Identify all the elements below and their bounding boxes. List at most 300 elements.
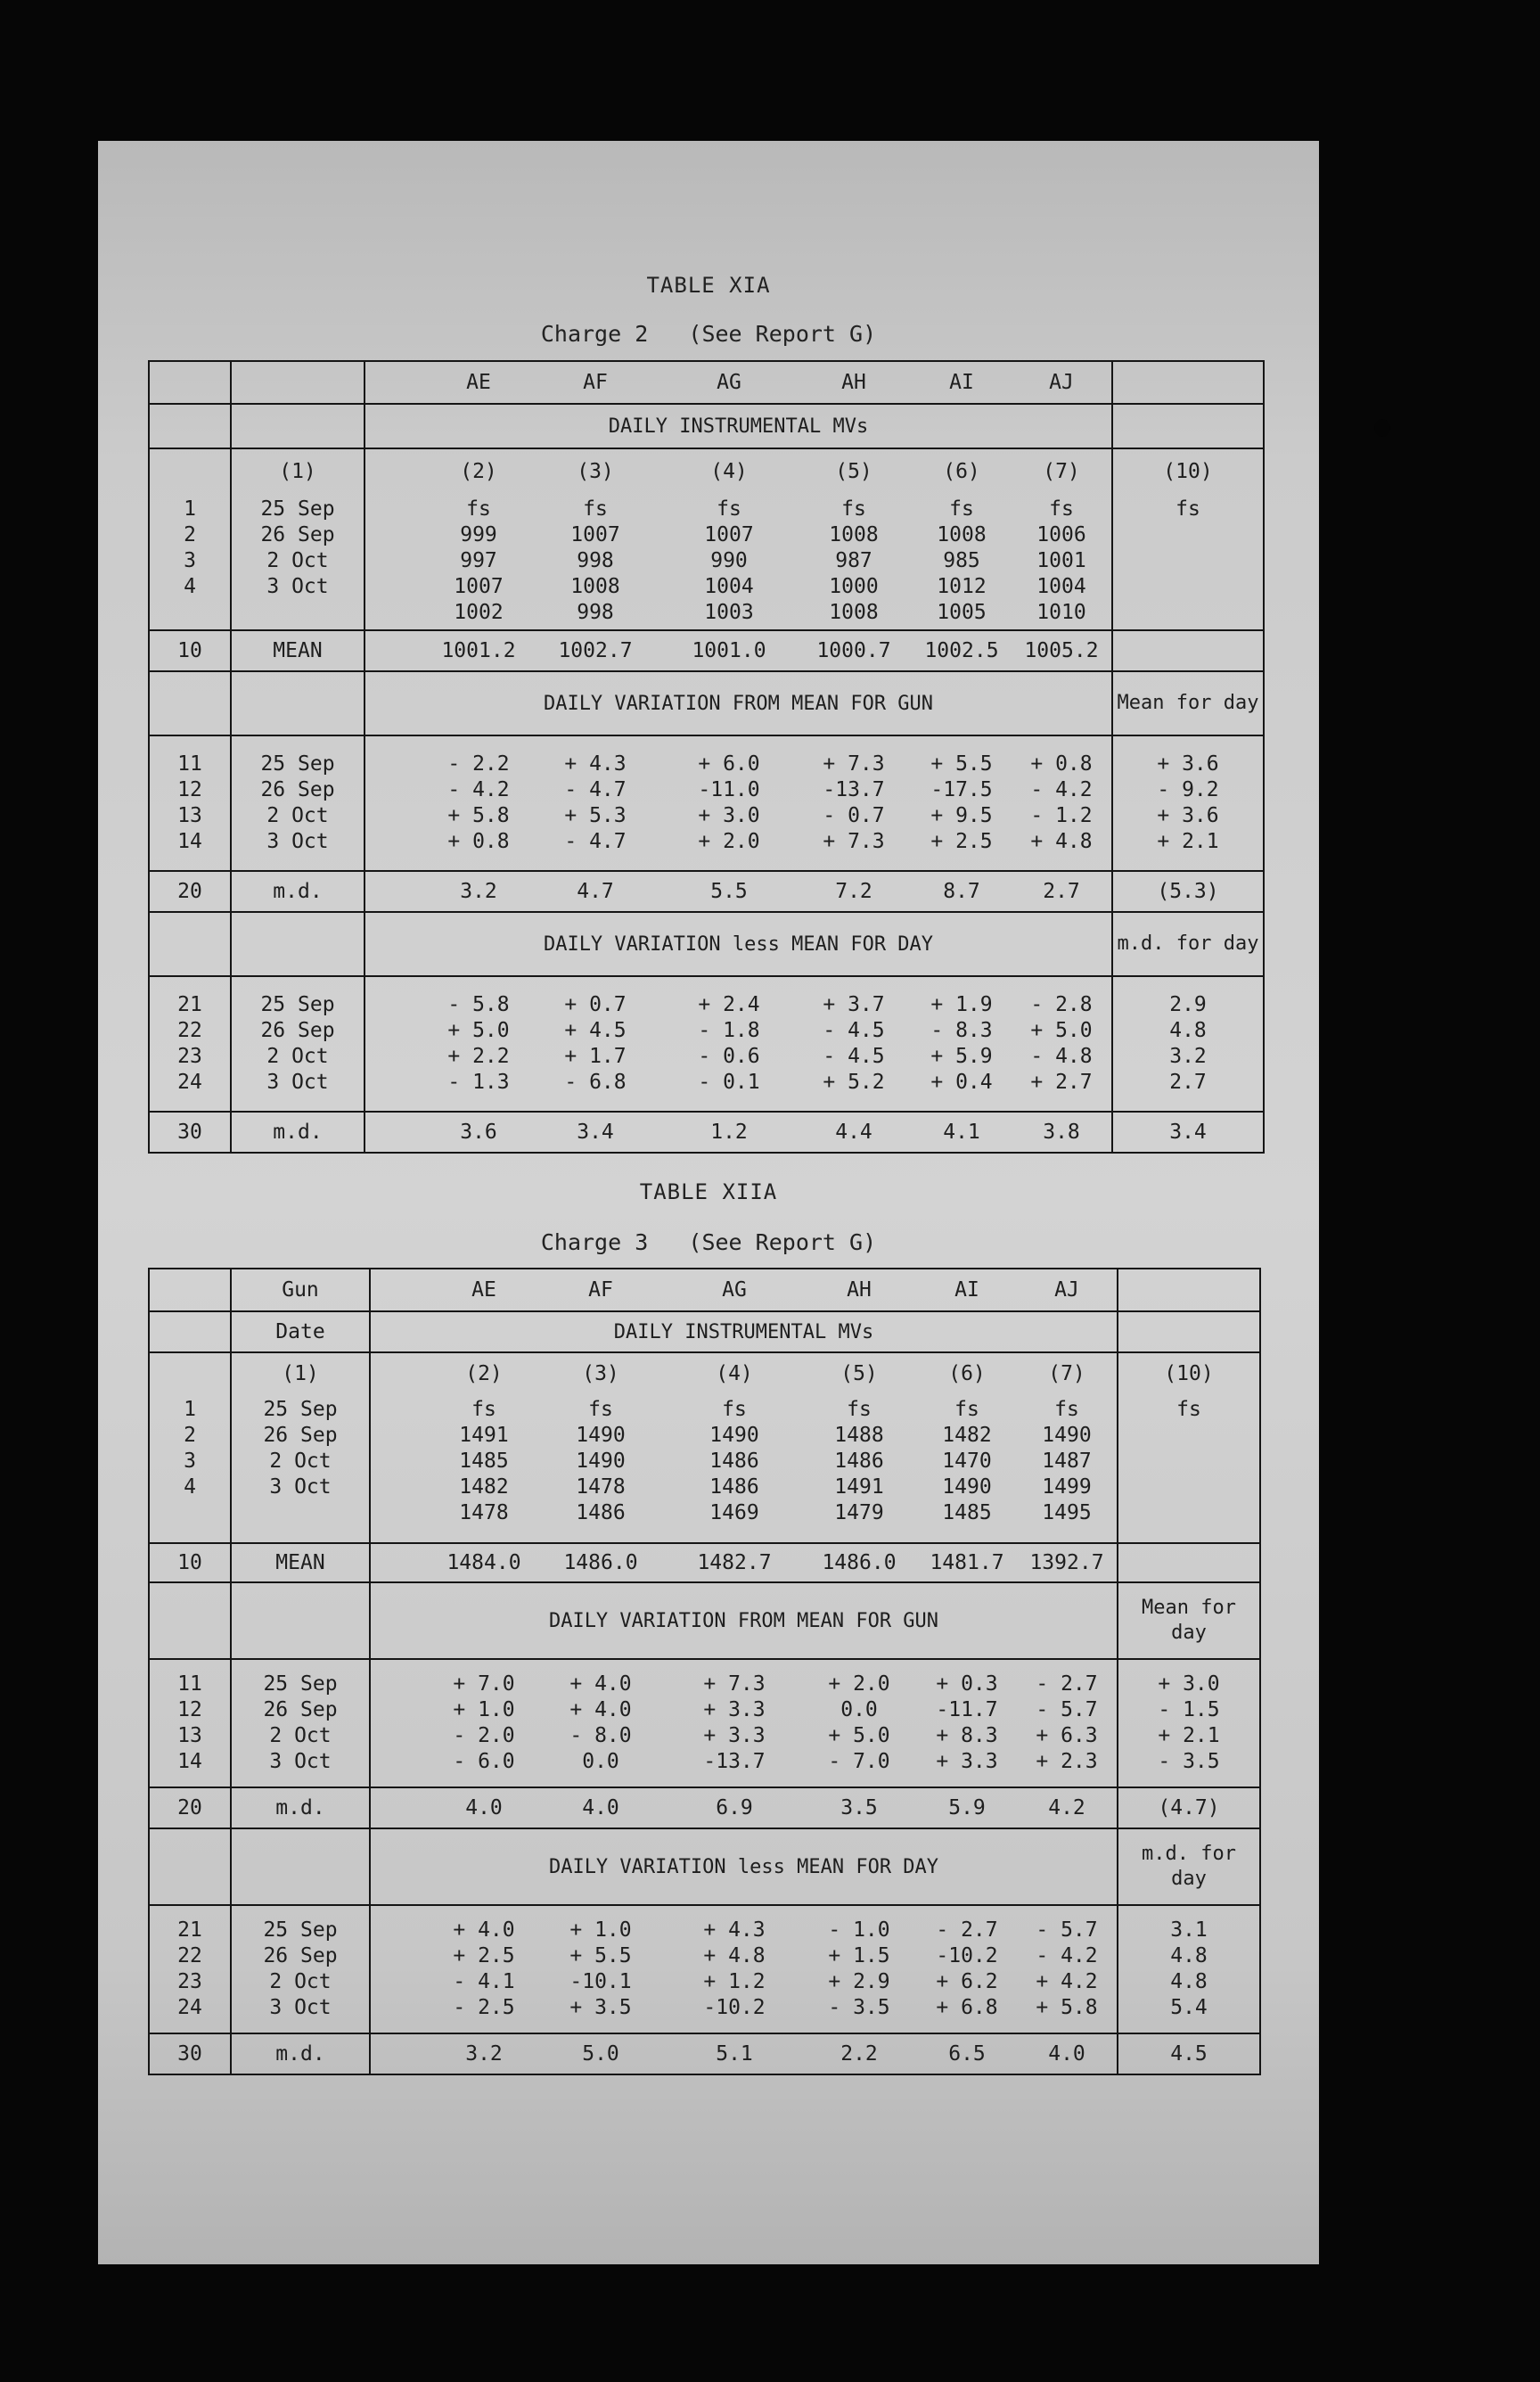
corner-label-gun: Gun [231, 1269, 370, 1311]
table-1-title: TABLE XIA [646, 273, 771, 298]
variation-column [801, 1659, 917, 1787]
variation-value: + 7.0 [453, 1672, 515, 1696]
md-day-value: 4.5 [1118, 2033, 1260, 2074]
less-value: + 6.8 [936, 1996, 998, 2019]
variation-value: - 2.0 [453, 1724, 515, 1747]
mv-value: 1490 [1042, 1424, 1092, 1447]
less-value: -10.2 [703, 1996, 766, 2019]
unit-label: fs [949, 497, 974, 521]
variation-value: -17.5 [930, 778, 993, 801]
row-number: 2 [184, 1424, 196, 1447]
less-value: + 4.3 [703, 1918, 766, 1942]
less-value: + 3.5 [569, 1996, 632, 2019]
gun-header: AH [796, 361, 912, 404]
date-label: 25 Sep [260, 993, 335, 1016]
variation-column [668, 1659, 801, 1787]
less-column [668, 1905, 801, 2033]
less-column [662, 976, 796, 1112]
table-2-subtitle: Charge 3 (See Report G) [540, 1229, 877, 1255]
less-value: + 5.5 [569, 1944, 632, 1967]
mv-value: 1001 [1036, 549, 1086, 572]
less-value: + 4.0 [453, 1918, 515, 1942]
mv-value: 1469 [709, 1501, 759, 1524]
mean-for-day-value: - 9.2 [1157, 778, 1219, 801]
less-value: - 2.5 [453, 1996, 515, 2019]
mv-value: 999 [460, 523, 497, 546]
gun-header: AF [534, 1269, 668, 1311]
variation-value: + 7.3 [823, 752, 885, 776]
md-value: 5.9 [917, 1787, 1017, 1828]
variation-value: + 4.0 [569, 1672, 632, 1696]
variation-value: - 1.2 [1030, 804, 1093, 827]
mv-value: 1478 [459, 1501, 509, 1524]
mv-column [796, 493, 912, 630]
date-label: 2 Oct [266, 804, 329, 827]
mean-for-day-column [1112, 735, 1264, 871]
mv-value: 1000 [829, 575, 879, 598]
less-value: - 1.8 [698, 1019, 760, 1042]
variation-value: - 2.7 [1036, 1672, 1098, 1696]
less-value: -10.2 [936, 1944, 998, 1967]
blank-cell [1118, 1543, 1260, 1582]
dates-column [231, 1659, 370, 1787]
gun-header: AJ [1017, 1269, 1118, 1311]
less-value: - 5.7 [1036, 1918, 1098, 1942]
mv-value: 1003 [704, 601, 754, 624]
table-2-title: TABLE XIIA [639, 1179, 778, 1204]
dates-column [231, 735, 365, 871]
variation-column [429, 735, 528, 871]
less-column [429, 976, 528, 1112]
less-column [534, 1905, 668, 2033]
variation-column [534, 1659, 668, 1787]
mv-value: 998 [577, 601, 614, 624]
row-number: 30 [149, 2033, 231, 2074]
mv-value: 1488 [834, 1424, 884, 1447]
variation-value: + 7.3 [823, 830, 885, 853]
less-column [528, 976, 662, 1112]
less-value: + 5.9 [930, 1045, 993, 1068]
less-value: - 0.6 [698, 1045, 760, 1068]
md-value: 3.8 [1012, 1112, 1112, 1153]
md-value: 4.7 [528, 871, 662, 912]
mean-value: 1002.7 [528, 630, 662, 671]
md-label: m.d. [231, 2033, 370, 2074]
row-number: 3 [184, 1450, 196, 1473]
md-for-day-column [1112, 976, 1264, 1112]
section-heading: DAILY VARIATION FROM MEAN FOR GUN [365, 671, 1112, 735]
data-table [148, 1268, 1261, 2075]
gun-header: AG [662, 361, 796, 404]
less-column [801, 1905, 917, 2033]
data-table [148, 360, 1265, 1154]
mean-for-day-value: + 3.6 [1157, 804, 1219, 827]
gun-header: AG [668, 1269, 801, 1311]
md-for-day-value: 4.8 [1170, 1944, 1208, 1967]
row-blank-cell [149, 912, 231, 976]
column-number: (3) [528, 448, 662, 493]
md-day-value: 3.4 [1112, 1112, 1264, 1153]
mv-column [662, 493, 796, 630]
less-value: + 2.2 [447, 1045, 510, 1068]
mv-value: 1006 [1036, 523, 1086, 546]
mean-for-day-value: + 3.6 [1157, 752, 1219, 776]
punch-hole [1374, 419, 1390, 437]
less-value: - 3.5 [828, 1996, 890, 2019]
mv-column [528, 493, 662, 630]
row-number: 2 [184, 523, 196, 546]
mv-value: 1007 [454, 575, 504, 598]
column-number: (10) [1118, 1352, 1260, 1393]
date-label: 2 Oct [269, 1970, 332, 1993]
variation-value: - 5.7 [1036, 1698, 1098, 1721]
less-value: -10.1 [569, 1970, 632, 1993]
less-value: - 4.8 [1030, 1045, 1093, 1068]
less-value: - 0.1 [698, 1071, 760, 1094]
mv-value: 990 [710, 549, 748, 572]
row-number: 13 [177, 1724, 202, 1747]
variation-value: + 0.3 [936, 1672, 998, 1696]
less-value: - 4.1 [453, 1970, 515, 1993]
row-blank-cell [149, 1582, 231, 1659]
row-number: 22 [177, 1944, 202, 1967]
blank-cell [231, 1582, 370, 1659]
variation-value: + 0.8 [1030, 752, 1093, 776]
section-heading: DAILY VARIATION less MEAN FOR DAY [365, 912, 1112, 976]
mv-column [429, 493, 528, 630]
mean-for-day-value: - 1.5 [1158, 1698, 1220, 1721]
mv-value: 1012 [937, 575, 987, 598]
variation-value: + 4.3 [564, 752, 627, 776]
variation-column [434, 1659, 534, 1787]
gun-header: AI [917, 1269, 1017, 1311]
less-value: + 2.7 [1030, 1071, 1093, 1094]
date-label: 26 Sep [263, 1944, 338, 1967]
date-label: 2 Oct [269, 1724, 332, 1747]
row-blank-cell [149, 361, 231, 404]
variation-column [917, 1659, 1017, 1787]
mean-value: 1392.7 [1017, 1543, 1118, 1582]
row-number: 1 [184, 1398, 196, 1421]
mv-value: 1008 [829, 601, 879, 624]
row-number: 23 [177, 1970, 202, 1993]
variation-value: - 4.2 [447, 778, 510, 801]
column-number: (4) [668, 1352, 801, 1393]
spacer-cell [370, 1543, 434, 1582]
mv-value: 1485 [459, 1450, 509, 1473]
variation-column [662, 735, 796, 871]
mv-value: 1499 [1042, 1475, 1092, 1499]
spacer-cell [365, 361, 429, 404]
md-for-day-value: 4.8 [1170, 1970, 1208, 1993]
date-label: 25 Sep [260, 752, 335, 776]
less-value: + 2.4 [698, 993, 760, 1016]
row-numbers [149, 1393, 231, 1543]
variation-value: + 0.8 [447, 830, 510, 853]
variation-value: - 4.7 [564, 778, 627, 801]
row-number: 24 [177, 1071, 202, 1094]
less-value: - 6.8 [564, 1071, 627, 1094]
mean-value: 1484.0 [434, 1543, 534, 1582]
mean-value: 1486.0 [534, 1543, 668, 1582]
date-label: 3 Oct [269, 1475, 332, 1499]
less-column [917, 1905, 1017, 2033]
mv-column [434, 1393, 534, 1543]
unit-label: fs [1054, 1398, 1079, 1421]
dates-column [231, 1393, 370, 1543]
blank-cell [231, 671, 365, 735]
variation-value: + 3.3 [703, 1724, 766, 1747]
mv-value: 1490 [576, 1450, 626, 1473]
row-number: 14 [177, 1750, 202, 1773]
md-value: 4.4 [796, 1112, 912, 1153]
row-number: 24 [177, 1996, 202, 2019]
less-column [912, 976, 1012, 1112]
variation-value: + 3.3 [703, 1698, 766, 1721]
variation-value: - 4.2 [1030, 778, 1093, 801]
md-value: 3.2 [429, 871, 528, 912]
unit-label: fs [717, 497, 741, 521]
md-value: 4.2 [1017, 1787, 1118, 1828]
mean-for-day-value: - 3.5 [1158, 1750, 1220, 1773]
less-column [1017, 1905, 1118, 2033]
mean-for-day-heading: Mean for day [1112, 671, 1264, 735]
unit-label: fs [583, 497, 608, 521]
mv-value: 1487 [1042, 1450, 1092, 1473]
unit-label: fs [471, 1398, 496, 1421]
variation-value: + 7.3 [703, 1672, 766, 1696]
row-blank-cell [149, 448, 231, 493]
row-number: 12 [177, 1698, 202, 1721]
blank-cell [231, 1828, 370, 1905]
row-numbers [149, 493, 231, 630]
mean-value: 1005.2 [1012, 630, 1112, 671]
gun-header: AI [912, 361, 1012, 404]
mean-value: 1486.0 [801, 1543, 917, 1582]
row-number: 11 [177, 752, 202, 776]
md-label: m.d. [231, 1112, 365, 1153]
less-value: - 4.5 [823, 1045, 885, 1068]
row-number: 3 [184, 549, 196, 572]
mv-value: 1008 [570, 575, 620, 598]
less-value: + 2.5 [453, 1944, 515, 1967]
mv-column [534, 1393, 668, 1543]
md-for-day-heading: m.d. for day [1118, 1828, 1260, 1905]
date-label: 25 Sep [263, 1918, 338, 1942]
spacer-cell [365, 871, 429, 912]
mean-value: 1481.7 [917, 1543, 1017, 1582]
variation-value: - 4.7 [564, 830, 627, 853]
unit-label: fs [847, 1398, 872, 1421]
md-for-day-value: 2.9 [1169, 993, 1207, 1016]
dates-column [231, 493, 365, 630]
md-value: 3.5 [801, 1787, 917, 1828]
column-number: (6) [917, 1352, 1017, 1393]
date-label: 26 Sep [260, 778, 335, 801]
md-value: 8.7 [912, 871, 1012, 912]
md-label: m.d. [231, 1787, 370, 1828]
row-number: 1 [184, 497, 196, 521]
less-value: - 5.8 [447, 993, 510, 1016]
less-value: + 4.8 [703, 1944, 766, 1967]
row-number: 4 [184, 1475, 196, 1499]
date-label: 26 Sep [260, 523, 335, 546]
variation-value: - 6.0 [453, 1750, 515, 1773]
less-value: + 2.9 [828, 1970, 890, 1993]
spacer-cell [370, 2033, 434, 2074]
row-blank-cell [149, 404, 231, 448]
variation-value: + 4.0 [569, 1698, 632, 1721]
less-value: + 6.2 [936, 1970, 998, 1993]
mv-value: 1007 [570, 523, 620, 546]
variation-value: + 2.0 [698, 830, 760, 853]
md-value: 3.4 [528, 1112, 662, 1153]
section-heading: DAILY VARIATION FROM MEAN FOR GUN [370, 1582, 1118, 1659]
row-number: 20 [149, 1787, 231, 1828]
section-heading: DAILY INSTRUMENTAL MVs [370, 1311, 1118, 1352]
date-label: 3 Oct [266, 830, 329, 853]
spacer-cell [370, 1659, 434, 1787]
variation-value: - 8.0 [569, 1724, 632, 1747]
row-blank-cell [149, 671, 231, 735]
md-for-day-value: 5.4 [1170, 1996, 1208, 2019]
md-for-day-value: 4.8 [1169, 1019, 1207, 1042]
unit-column [1112, 493, 1264, 630]
spacer-cell [370, 1352, 434, 1393]
row-blank-cell [149, 1269, 231, 1311]
variation-value: -13.7 [703, 1750, 766, 1773]
variation-value: - 7.0 [828, 1750, 890, 1773]
column-number: (5) [796, 448, 912, 493]
date-label: 3 Oct [269, 1996, 332, 2019]
row-numbers [149, 976, 231, 1112]
less-value: - 2.7 [936, 1918, 998, 1942]
column-number: (6) [912, 448, 1012, 493]
md-value: 4.0 [534, 1787, 668, 1828]
row-number: 14 [177, 830, 202, 853]
row-number: 23 [177, 1045, 202, 1068]
mv-column [1017, 1393, 1118, 1543]
variation-value: - 2.2 [447, 752, 510, 776]
mv-value: 1485 [942, 1501, 992, 1524]
unit-label: fs [1175, 497, 1200, 521]
mv-column [801, 1393, 917, 1543]
less-column [434, 1905, 534, 2033]
md-value: 5.5 [662, 871, 796, 912]
less-value: - 1.0 [828, 1918, 890, 1942]
gun-header: AH [801, 1269, 917, 1311]
row-number: 22 [177, 1019, 202, 1042]
date-label: 2 Oct [266, 1045, 329, 1068]
variation-value: 0.0 [582, 1750, 619, 1773]
row-blank-cell [149, 1311, 231, 1352]
date-label: 25 Sep [263, 1398, 338, 1421]
mv-value: 1470 [942, 1450, 992, 1473]
variation-value: + 4.8 [1030, 830, 1093, 853]
row-numbers [149, 1659, 231, 1787]
mean-for-day-heading: Mean for day [1118, 1582, 1260, 1659]
mv-value: 1490 [709, 1424, 759, 1447]
mv-value: 1482 [459, 1475, 509, 1499]
variation-value: + 3.0 [698, 804, 760, 827]
variation-value: + 6.3 [1036, 1724, 1098, 1747]
row-number: 13 [177, 804, 202, 827]
mv-column [668, 1393, 801, 1543]
less-value: - 8.3 [930, 1019, 993, 1042]
unit-column [1118, 1393, 1260, 1543]
less-value: + 3.7 [823, 993, 885, 1016]
row-blank-cell [149, 1828, 231, 1905]
md-for-day-value: 3.1 [1170, 1918, 1208, 1942]
less-value: + 0.4 [930, 1071, 993, 1094]
date-label: 2 Oct [269, 1450, 332, 1473]
mv-value: 1004 [704, 575, 754, 598]
less-value: + 1.0 [569, 1918, 632, 1942]
less-value: + 1.5 [828, 1944, 890, 1967]
column-number: (7) [1017, 1352, 1118, 1393]
md-value: 5.0 [534, 2033, 668, 2074]
variation-value: + 6.0 [698, 752, 760, 776]
corner-label-gun [231, 361, 365, 404]
column-number: (7) [1012, 448, 1112, 493]
blank-cell [1112, 361, 1264, 404]
less-value: + 1.9 [930, 993, 993, 1016]
variation-value: + 5.8 [447, 804, 510, 827]
column-number: (1) [231, 1352, 370, 1393]
less-value: - 2.8 [1030, 993, 1093, 1016]
variation-value: -11.7 [936, 1698, 998, 1721]
table-1 [148, 360, 1265, 1154]
column-number: (5) [801, 1352, 917, 1393]
unit-label: fs [954, 1398, 979, 1421]
variation-value: + 5.5 [930, 752, 993, 776]
variation-value: - 0.7 [823, 804, 885, 827]
blank-cell [1112, 404, 1264, 448]
mv-value: 1491 [459, 1424, 509, 1447]
mean-label: MEAN [231, 630, 365, 671]
mv-value: 987 [835, 549, 872, 572]
row-number: 12 [177, 778, 202, 801]
md-value: 7.2 [796, 871, 912, 912]
blank-cell [1118, 1269, 1260, 1311]
variation-column [1017, 1659, 1118, 1787]
md-label: m.d. [231, 871, 365, 912]
mean-for-day-value: + 2.1 [1157, 830, 1219, 853]
less-column [1012, 976, 1112, 1112]
variation-value: + 3.3 [936, 1750, 998, 1773]
corner-label-date [231, 404, 365, 448]
unit-label: fs [1049, 497, 1074, 521]
date-label: 3 Oct [269, 1750, 332, 1773]
unit-label: fs [1176, 1398, 1201, 1421]
md-value: 4.0 [1017, 2033, 1118, 2074]
mv-value: 1486 [709, 1450, 759, 1473]
variation-value: + 8.3 [936, 1724, 998, 1747]
variation-value: + 2.3 [1036, 1750, 1098, 1773]
mv-value: 998 [577, 549, 614, 572]
spacer-cell [365, 735, 429, 871]
spacer-cell [370, 1393, 434, 1543]
spacer-cell [365, 976, 429, 1112]
less-value: + 5.8 [1036, 1996, 1098, 2019]
mv-value: 985 [943, 549, 980, 572]
table-2 [148, 1268, 1261, 2075]
date-label: 25 Sep [263, 1672, 338, 1696]
date-label: 3 Oct [266, 1071, 329, 1094]
variation-value: + 5.0 [828, 1724, 890, 1747]
md-value: 1.2 [662, 1112, 796, 1153]
gun-header: AE [429, 361, 528, 404]
